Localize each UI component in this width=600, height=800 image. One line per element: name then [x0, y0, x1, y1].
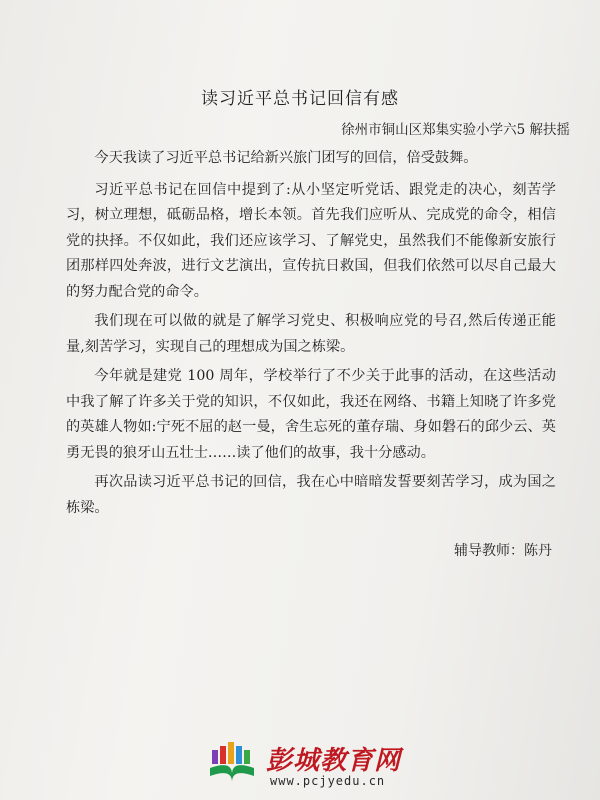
paragraph: 今天我读了习近平总书记给新兴旅门团写的回信，倍受鼓舞。	[94, 150, 478, 166]
watermark-site-name: 彭城教育网	[266, 746, 402, 776]
author-byline: 徐州市铜山区郑集实验小学六5 解扶摇	[341, 122, 570, 138]
site-watermark	[206, 736, 456, 792]
watermark-url: www.pcjyedu.cn	[270, 774, 386, 788]
paragraph: 今年就是建党 100 周年，学校举行了不少关于此事的活动，在这些活动中我了解了许多关于党的知识，不仅如此，我还在网络、书籍上知晓了许多党的英雄人物如:宁死不屈的赵一曼，舍生忘死的董存瑞、身如磐石的邱少云、英勇无畏的狼牙山五壮士……读了他们的故事，我十分感动。	[66, 368, 556, 461]
paragraph: 习近平总书记在回信中提到了:从小坚定听党话、跟党走的决心，刻苦学习，树立理想，砥砺品格，增长本领。首先我们应听从、完成党的命令，相信党的抉择。不仅如此，我们还应该学习、了解党史，虽然我们不能像新安旅行团那样四处奔波，进行文艺演出，宣传抗日救国，但我们依然可以尽自己最大的努力配合党的命令。	[66, 181, 556, 300]
paragraph: 再次品读习近平总书记的回信，我在心中暗暗发誓要刻苦学习，成为国之栋梁。	[66, 474, 556, 516]
paragraph: 我们现在可以做的就是了解学习党史、积极响应党的号召,然后传递正能量,刻苦学习，实现自己的理想成为国之栋梁。	[66, 313, 556, 355]
book-logo-icon	[206, 740, 258, 786]
tutor-signature: 辅导教师：陈丹	[454, 543, 552, 559]
essay-body	[66, 146, 556, 525]
document-title: 读习近平总书记回信有感	[201, 89, 399, 109]
